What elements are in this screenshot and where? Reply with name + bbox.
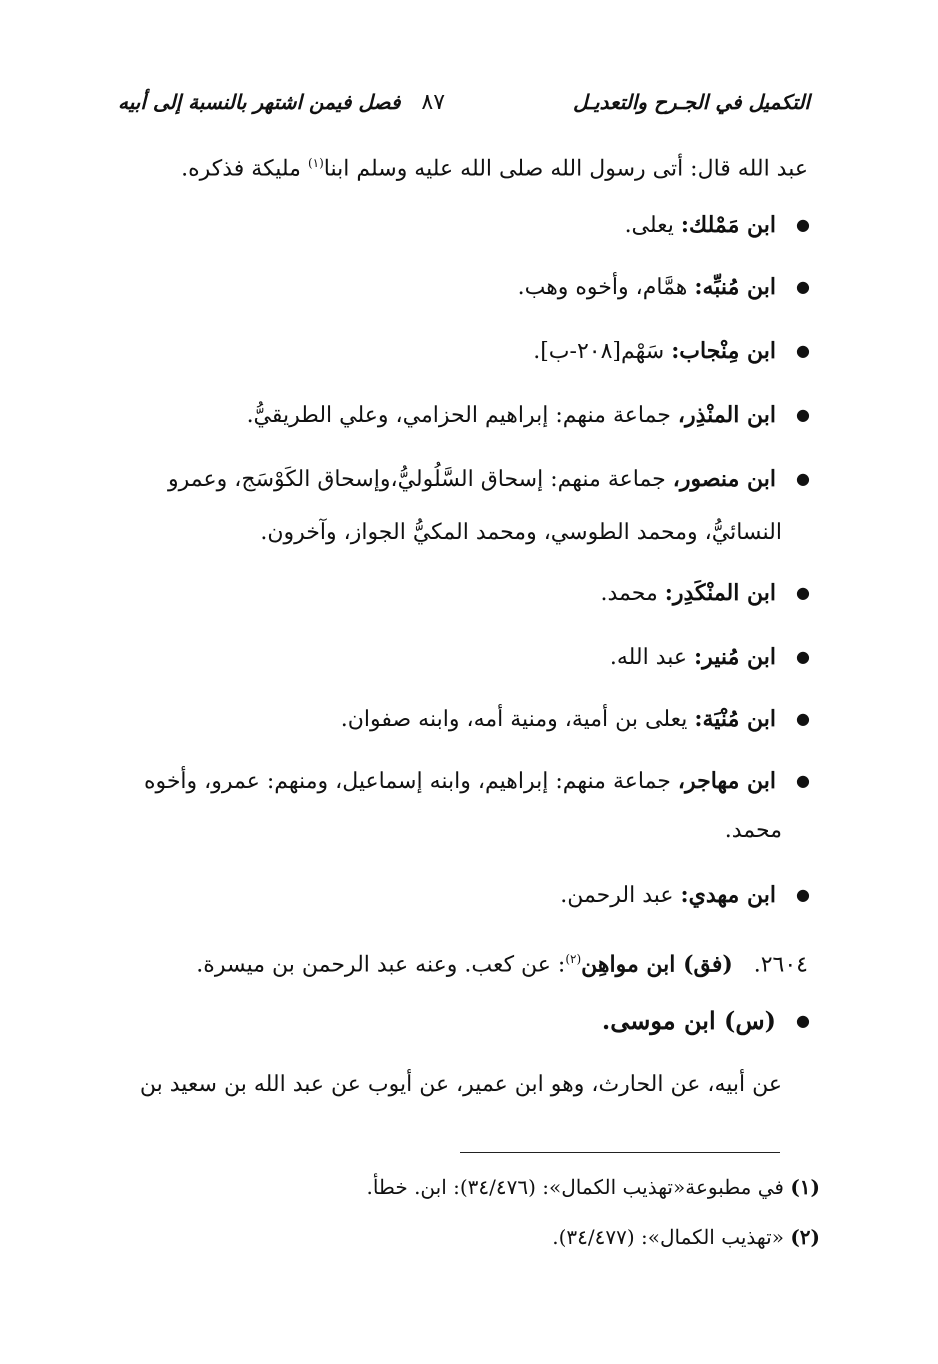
intro-line [110, 146, 808, 186]
running-header [118, 82, 810, 122]
entry-number: ٢٦٠٤. [753, 952, 808, 978]
footnote-ref: (١) [307, 156, 324, 170]
entry-name: ابن مُنير: [694, 644, 776, 670]
entry [110, 640, 810, 675]
header-chapter-title: فصل فيمن اشتهر بالنسبة إلى أبيه [118, 89, 401, 114]
entry-name: ابن مُنبِّه: [694, 274, 776, 300]
entry-text: سَهْم[٢٠٨-ب]. [533, 339, 672, 364]
entry-tag: (س) [723, 1006, 776, 1035]
entry-continuation: محمد. [724, 818, 782, 843]
entry-tag: (فق) [683, 951, 733, 978]
entry-name: ابن المنْذِر، [677, 402, 776, 428]
entry [110, 764, 810, 799]
entry [110, 1004, 810, 1040]
footnote-text: في مطبوعة«تهذيب الكمال»: (٣٤/٤٧٦): ابن. خطأ. [366, 1175, 791, 1199]
entry-text: محمد. [600, 581, 665, 606]
entry-text: : عن كعب. وعنه عبد الرحمن بن ميسرة. [196, 952, 566, 978]
entry [110, 398, 810, 433]
intro-text: عبد الله قال: أتى رسول الله صلى الله عليه وسلم ابنا [323, 156, 808, 182]
entry [110, 702, 810, 737]
footnote [552, 1222, 820, 1252]
footnote-ref: (٢) [565, 952, 582, 966]
page-number: ٨٧ [421, 89, 446, 115]
footnote [366, 1172, 820, 1202]
entry-text: جماعة منهم: إبراهيم الحزامي، وعلي الطريقيُّ. [246, 403, 678, 428]
header-book-title: التكميل في الجـرح والتعديـل [572, 90, 810, 114]
entry-name: ابن مُنْيَة: [694, 706, 776, 732]
entry-name: ابن مَمْلك: [680, 212, 776, 238]
entry-name: ابن موسى. [601, 1006, 724, 1035]
footnote-text: «تهذيب الكمال»: (٣٤/٤٧٧). [552, 1225, 791, 1249]
entry [110, 878, 810, 913]
entry-text: عبد الله. [609, 645, 695, 670]
entry-name: ابن مهاجر، [677, 768, 776, 794]
entry-text: يعلى. [624, 213, 681, 238]
entry-text: يعلى بن أمية، ومنية أمه، وابنه صفوان. [340, 707, 695, 732]
entry-text: جماعة منهم: إسحاق السَّلُوليُّ،وإسحاق الكَوْسَج، وعمرو [168, 467, 673, 492]
entry-name: ابن مِنْجاب: [671, 338, 776, 364]
entry-name: ابن مهدي: [680, 882, 776, 908]
entry-name: ابن المنْكَدِر: [664, 580, 776, 606]
entry [110, 576, 810, 611]
closing-line: عن أبيه، عن الحارث، وهو ابن عمير، عن أيوب عن عبد الله بن سعيد بن [139, 1072, 782, 1097]
intro-text-end: مليكة فذكره. [181, 156, 308, 182]
entry-text: عبد الرحمن. [560, 883, 681, 908]
entry-text: همَّام، وأخوه وهب. [517, 275, 695, 300]
entry-name: ابن منصور، [672, 466, 776, 492]
entry [110, 270, 810, 305]
entry-continuation: النسائيُّ، ومحمد الطوسي، ومحمد المكيُّ الجواز، وآخرون. [260, 520, 782, 545]
entry-name: ابن مواهِن [581, 951, 684, 978]
entry-text: جماعة منهم: إبراهيم، وابنه إسماعيل، ومنهم: عمرو، وأخوه [143, 769, 678, 794]
numbered-entry [110, 942, 808, 982]
footnote-number: (١) [790, 1175, 820, 1199]
footnote-separator [460, 1152, 780, 1153]
footnote-number: (٢) [790, 1225, 820, 1249]
entry [110, 462, 810, 497]
entry [110, 334, 810, 369]
entry [110, 208, 810, 243]
